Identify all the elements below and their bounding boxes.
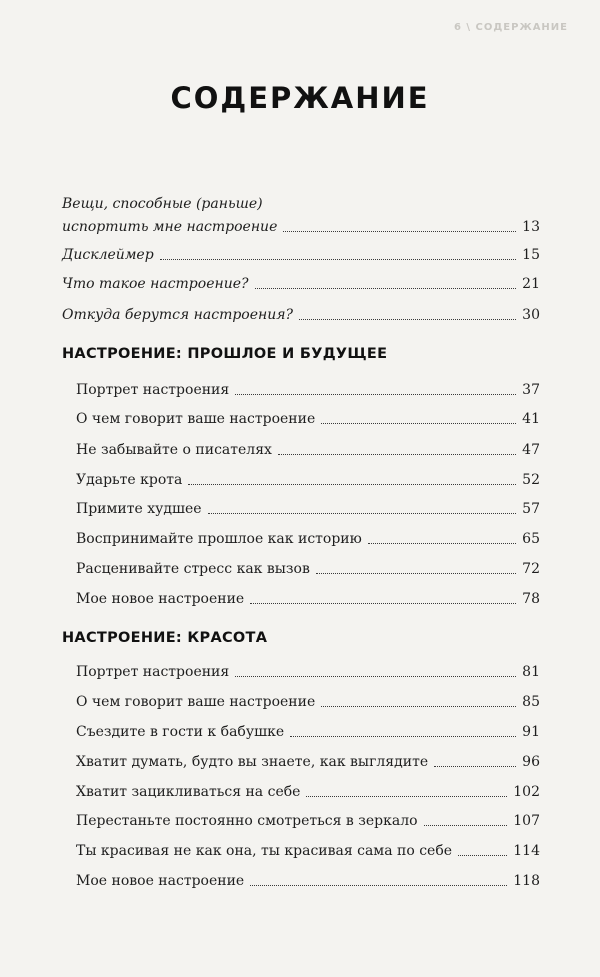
toc-entry[interactable] bbox=[62, 300, 540, 324]
toc-entry-page: 15 bbox=[522, 247, 540, 263]
dot-leader bbox=[255, 288, 516, 289]
toc-entry-page: 102 bbox=[513, 784, 540, 800]
dot-leader bbox=[424, 825, 508, 826]
toc-entry-label: Хватит думать, будто вы знаете, как выглядите bbox=[76, 754, 429, 770]
toc-entry-page: 52 bbox=[522, 472, 540, 488]
toc-entry-label: Съездите в гости к бабушке bbox=[76, 724, 285, 740]
dot-leader bbox=[250, 603, 516, 604]
toc-entry[interactable] bbox=[76, 806, 540, 830]
dot-leader bbox=[368, 543, 516, 544]
toc-entry-label: Мое новое настроение bbox=[76, 873, 245, 889]
toc-entry-label: О чем говорит ваше настроение bbox=[76, 694, 316, 710]
toc-entry[interactable] bbox=[76, 836, 540, 860]
dot-leader bbox=[458, 855, 507, 856]
toc-entry-page: 30 bbox=[522, 307, 540, 323]
toc-entry[interactable] bbox=[76, 584, 540, 608]
toc-entry-page: 96 bbox=[522, 754, 540, 770]
running-header: 6 \ СОДЕРЖАНИЕ bbox=[453, 22, 568, 33]
dot-leader bbox=[278, 454, 516, 455]
dot-leader bbox=[321, 706, 516, 707]
toc-entry-page: 21 bbox=[522, 276, 540, 292]
toc-entry[interactable] bbox=[62, 212, 540, 236]
toc-entry-label: Ты красивая не как она, ты красивая сама по себе bbox=[76, 843, 453, 859]
toc-entry-label: Не забывайте о писателях bbox=[76, 442, 272, 458]
toc-entry-label: Портрет настроения bbox=[76, 664, 230, 680]
dot-leader bbox=[250, 885, 507, 886]
toc-entry-page: 118 bbox=[513, 873, 540, 889]
toc-entry-label: испортить мне настроение bbox=[62, 219, 278, 235]
toc-entry[interactable] bbox=[76, 494, 540, 518]
toc-entry-page: 91 bbox=[522, 724, 540, 740]
toc-entry[interactable] bbox=[76, 524, 540, 548]
dot-leader bbox=[235, 676, 516, 677]
toc-entry-page: 81 bbox=[522, 664, 540, 680]
toc-entry-label: Откуда берутся настроения? bbox=[62, 307, 294, 323]
dot-leader bbox=[235, 394, 516, 395]
dot-leader bbox=[283, 231, 516, 232]
toc-entry-page: 47 bbox=[522, 442, 540, 458]
toc-entry-page: 78 bbox=[522, 591, 540, 607]
toc-entry-page: 41 bbox=[522, 411, 540, 427]
dot-leader bbox=[321, 423, 516, 424]
section-heading: НАСТРОЕНИЕ: КРАСОТА bbox=[62, 630, 268, 646]
toc-entry[interactable] bbox=[76, 747, 540, 771]
dot-leader bbox=[208, 513, 516, 514]
dot-leader bbox=[299, 319, 516, 320]
dot-leader bbox=[316, 573, 516, 574]
toc-entry[interactable] bbox=[76, 657, 540, 681]
toc-entry-label: Портрет настроения bbox=[76, 382, 230, 398]
toc-entry-page: 37 bbox=[522, 382, 540, 398]
dot-leader bbox=[160, 259, 516, 260]
toc-entry[interactable] bbox=[76, 717, 540, 741]
toc-entry[interactable] bbox=[76, 465, 540, 489]
dot-leader bbox=[188, 484, 516, 485]
toc-entry[interactable] bbox=[76, 777, 540, 801]
toc-entry-label: О чем говорит ваше настроение bbox=[76, 411, 316, 427]
toc-entry[interactable] bbox=[76, 554, 540, 578]
toc-entry-label: Перестаньте постоянно смотреться в зеркало bbox=[76, 813, 418, 829]
toc-entry-label: Воспринимайте прошлое как историю bbox=[76, 531, 362, 547]
toc-entry-label: Примите худшее bbox=[76, 501, 202, 517]
toc-entry-page: 57 bbox=[522, 501, 540, 517]
toc-entry[interactable] bbox=[62, 240, 540, 264]
toc-entry-page: 65 bbox=[522, 531, 540, 547]
toc-entry-label: Что такое настроение? bbox=[62, 276, 249, 292]
dot-leader bbox=[306, 796, 507, 797]
toc-entry-page: 85 bbox=[522, 694, 540, 710]
toc-entry[interactable] bbox=[76, 404, 540, 428]
section-heading: НАСТРОЕНИЕ: ПРОШЛОЕ И БУДУЩЕЕ bbox=[62, 346, 388, 362]
toc-entry-label: Расценивайте стресс как вызов bbox=[76, 561, 310, 577]
toc-entry[interactable] bbox=[62, 269, 540, 293]
toc-entry[interactable] bbox=[76, 866, 540, 890]
dot-leader bbox=[290, 736, 516, 737]
toc-entry-line1: Вещи, способные (раньше) bbox=[62, 196, 263, 212]
toc-entry-label: Мое новое настроение bbox=[76, 591, 245, 607]
toc-entry-page: 72 bbox=[522, 561, 540, 577]
toc-entry[interactable] bbox=[76, 375, 540, 399]
toc-entry-label: Дисклеймер bbox=[62, 247, 154, 263]
toc-entry-label: Хватит зацикливаться на себе bbox=[76, 784, 301, 800]
toc-entry-page: 107 bbox=[513, 813, 540, 829]
toc-entry[interactable] bbox=[76, 435, 540, 459]
toc-entry-label: Ударьте крота bbox=[76, 472, 183, 488]
page-title: СОДЕРЖАНИЕ bbox=[170, 81, 430, 116]
toc-entry-page: 114 bbox=[513, 843, 540, 859]
toc-entry-page: 13 bbox=[522, 219, 540, 235]
dot-leader bbox=[434, 766, 516, 767]
toc-entry[interactable] bbox=[76, 687, 540, 711]
